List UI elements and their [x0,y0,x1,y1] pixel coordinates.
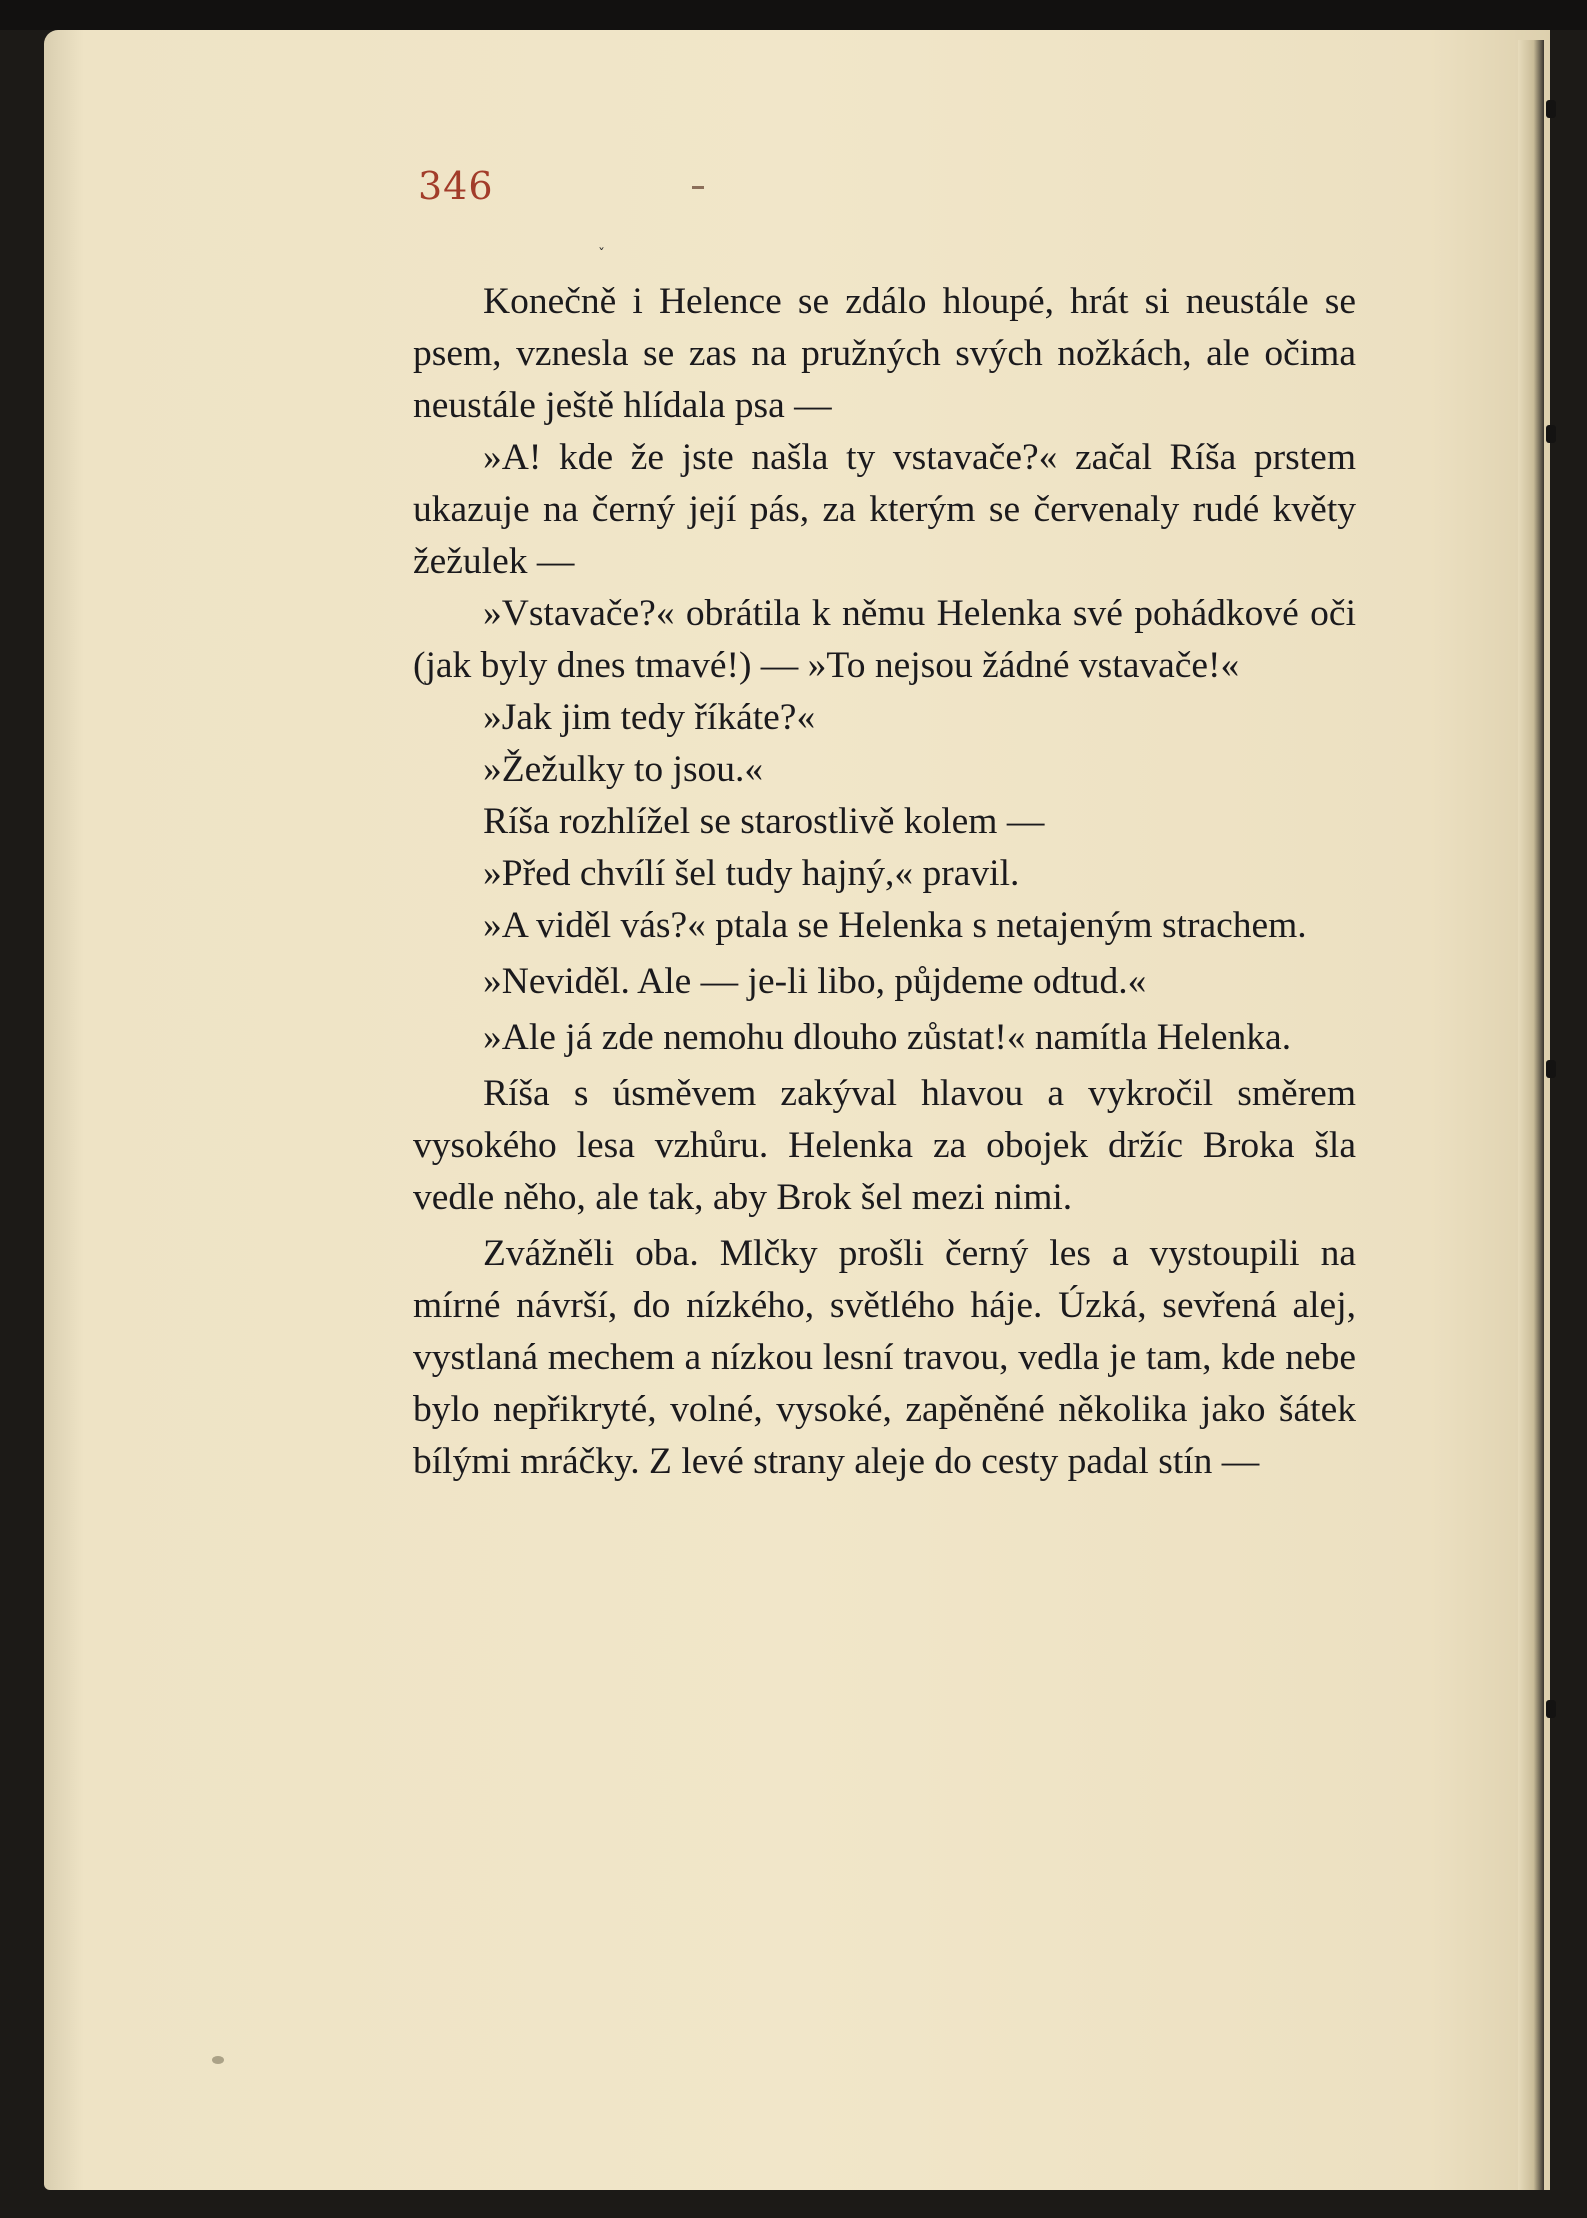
paragraph: Zvážněli oba. Mlčky prošli černý les a vystoupili na mírné návrší, do nízkého, světlého háje. Úzká, sevřená alej, vystlaná mechem a nízkou lesní travou, vedla je tam, kde nebe bylo nepřikryté, volné, vysoké, zapěněné několika jako šátek bílými mráčky. Z levé strany aleje do cesty padal stín — [413,1233,1356,1482]
scan-border-top [0,0,1587,30]
paragraph: Konečně i Helence se zdálo hloupé, hrát si neustále se psem, vznesla se zas na pružných svých nožkách, ale očima neustále ještě hlídala psa — [413,281,1356,426]
page-edge [1518,40,1544,2190]
binding-mark [1546,1700,1556,1718]
paragraph: »Ale já zde nemohu dlouho zůstat!« namítla Helenka. [483,1017,1292,1058]
paper-speck [212,2056,224,2064]
binding-mark [1546,100,1556,118]
paragraph: Ríša rozhlížel se starostlivě kolem — [483,801,1045,842]
paragraph: »Žežulky to jsou.« [483,749,764,790]
paragraph: »A! kde že jste našla ty vstavače?« začal Ríša prstem ukazuje na černý její pás, za kterým se červenaly rudé květy žežulek — [413,437,1356,582]
paragraph: »Vstavače?« obrátila k němu Helenka své pohádkové oči (jak byly dnes tmavé!) — »To nejsou žádné vstavače!« [413,593,1356,686]
paragraph: Ríša s úsměvem zakýval hlavou a vykročil směrem vysokého lesa vzhůru. Helenka za obojek držíc Broka šla vedle něho, ale tak, aby Brok šel mezi nimi. [413,1073,1356,1218]
print-mark: ˇ [598,247,605,263]
binding-mark [1546,425,1556,443]
page-number: 346 [418,164,494,208]
body-text [413,276,1356,1488]
binding-mark [1546,1060,1556,1078]
paragraph: »Jak jim tedy říkáte?« [483,697,816,738]
paragraph: »Před chvílí šel tudy hajný,« pravil. [483,853,1020,894]
paragraph: »Neviděl. Ale — je-li libo, půjdeme odtud.« [483,961,1147,1002]
print-mark [692,186,704,189]
paragraph: »A viděl vás?« ptala se Helenka s netajeným strachem. [483,905,1307,946]
